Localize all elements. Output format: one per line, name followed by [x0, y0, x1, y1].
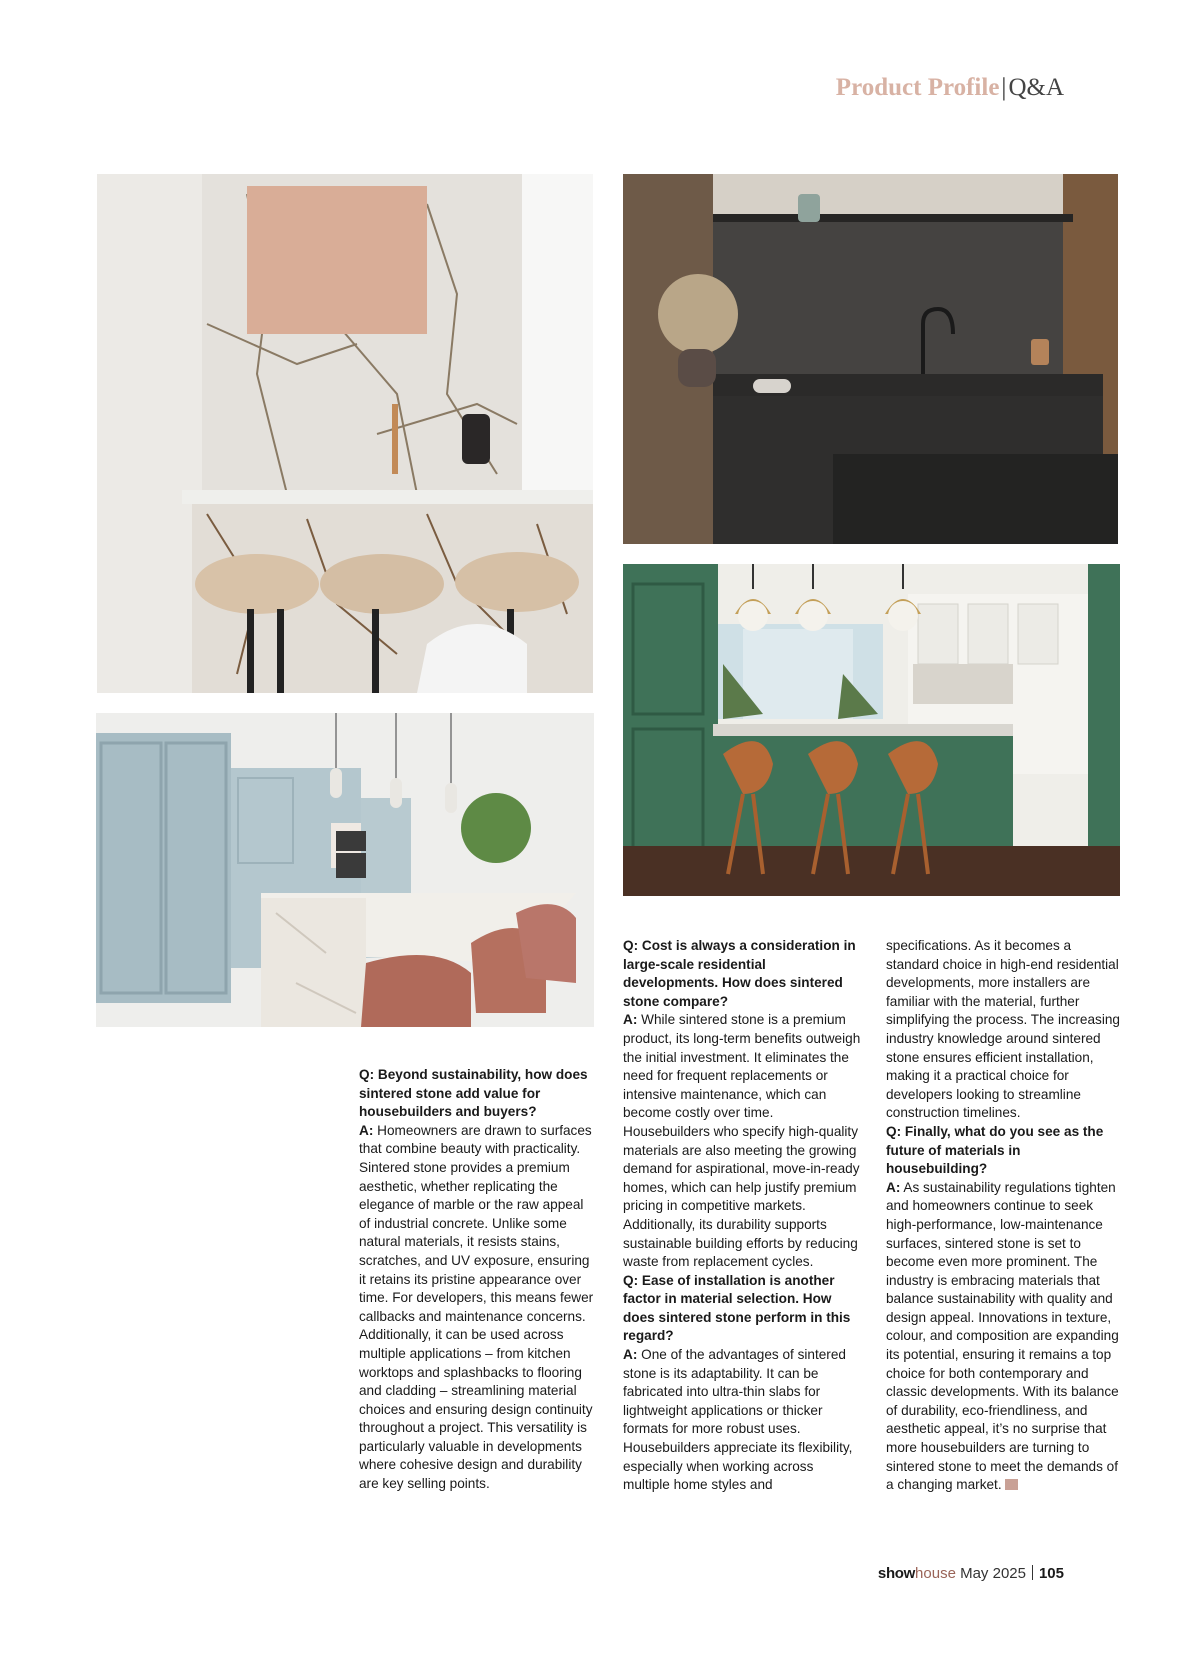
marble-kitchen-photo [97, 174, 593, 693]
answer-label: A: [886, 1179, 901, 1195]
answer-1-text: Homeowners are drawn to surfaces that combine beauty with practicality. Sintered stone provides a premium aesthetic, whether replicating the elegance of marble or the raw appeal of industrial concrete. Unlike some natural materials, it resists stains, scratches, and UV exposure, ensuring it retains its pristine appearance over time. For developers, this means fewer callbacks and maintenance concerns. Additionally, it can be used across multiple applications – from kitchen worktops and splashbacks to flooring and cladding – streamlining material choices and ensuring design continuity throughout a project. This versatility is particularly valuable in developments where cohesive design and durability are key selling points. [359, 1122, 594, 1492]
blue-kitchen-image [96, 713, 594, 1027]
answer-3-continued [886, 937, 1124, 1123]
answer-2 [623, 1011, 861, 1271]
dark-kitchen-photo [623, 174, 1118, 544]
green-kitchen-photo [623, 564, 1120, 896]
page-number: 105 [1038, 1565, 1064, 1582]
article-column-2 [623, 937, 861, 1495]
question-4: Q: Finally, what do you see as the future of materials in housebuilding? [886, 1123, 1104, 1177]
article-column-3 [886, 937, 1124, 1495]
answer-1 [359, 1122, 597, 1494]
brand-show: show [877, 1565, 916, 1582]
answer-3-continued-text: specifications. As it becomes a standard choice in high-end residential developments, more installers are familiar with the material, further simplifying the process. The increasing industry knowledge around sintered stone ensures efficient installation, making it a practical choice for developers looking to streamline construction timelines. [886, 938, 1120, 1121]
question-3: Q: Ease of installation is another factor in material selection. How does sintered stone perform in this regard? [623, 1272, 851, 1344]
answer-label: A: [623, 1347, 638, 1363]
section-subtitle: Q&A [1008, 74, 1064, 101]
section-title: Product Profile [835, 74, 1000, 101]
marble-kitchen-image [97, 174, 593, 693]
blue-kitchen-photo [96, 713, 594, 1027]
answer-3-text: One of the advantages of sintered stone is its adaptability. It can be fabricated into ultra-thin slabs for lightweight applications or thicker formats for more robust uses. Housebuilders appreciate its flexibility, especially when working across multiple home styles and [623, 1347, 853, 1493]
end-of-article-icon [1005, 1479, 1018, 1490]
footer-divider [1032, 1565, 1033, 1580]
answer-label: A: [623, 1012, 638, 1028]
answer-2-text: While sintered stone is a premium product, its long-term benefits outweigh the initial investment. It eliminates the need for frequent replacements or intensive maintenance, which can become costly over time. Housebuilders who specify high-quality materials are also meeting the growing demand for aspirational, move-in-ready homes, which can help justify premium pricing in competitive markets. Additionally, its durability supports sustainable building efforts by reducing waste from replacement cycles. [623, 1012, 861, 1270]
page-footer [878, 1565, 1064, 1582]
header-separator: | [1001, 74, 1007, 101]
answer-3 [623, 1346, 861, 1495]
answer-4 [886, 1179, 1124, 1495]
question-1: Q: Beyond sustainability, how does sintered stone add value for housebuilders and buyers? [359, 1067, 588, 1120]
article-column-1 [359, 1066, 597, 1494]
green-kitchen-image [623, 564, 1120, 896]
question-2: Q: Cost is always a consideration in large-scale residential developments. How does sintered stone compare? [623, 938, 856, 1009]
section-header [836, 74, 1064, 102]
issue-date: May 2025 [960, 1565, 1026, 1582]
brand-house: house [915, 1565, 956, 1582]
answer-4-text: As sustainability regulations tighten and homeowners continue to seek high-performance, low-maintenance surfaces, sintered stone is set to become even more prominent. The industry is embracing materials that balance sustainability with quality and design appeal. Innovations in texture, colour, and composition are expanding its potential, ensuring it remains a top choice for both contemporary and classic developments. With its balance of durability, eco-friendliness, and aesthetic appeal, it’s no surprise that more housebuilders are turning to sintered stone to meet the demands of a changing market. [886, 1179, 1119, 1493]
answer-label: A: [359, 1122, 374, 1138]
dark-kitchen-image [623, 174, 1118, 544]
